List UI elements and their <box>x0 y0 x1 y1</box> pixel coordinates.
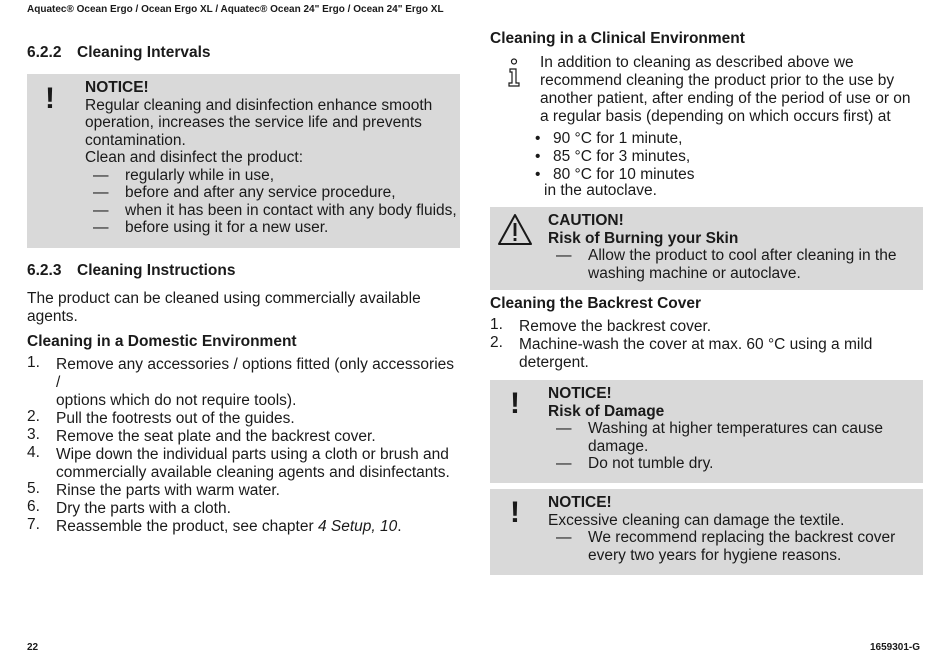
domestic-steps-list <box>27 356 457 536</box>
temperature-bullet-list <box>535 130 925 184</box>
list-item <box>556 529 916 564</box>
step-number: 1. <box>27 354 40 371</box>
intro-line: agents. <box>27 308 78 325</box>
step-text: Reassemble the product, see chapter <box>56 518 318 535</box>
notice-content <box>548 494 916 564</box>
exclamation-icon: ! <box>510 387 520 420</box>
list-item <box>556 247 916 282</box>
step-number: 2. <box>27 408 40 425</box>
exclamation-icon: ! <box>45 82 55 115</box>
notice-content <box>548 385 916 473</box>
step-line: Dry the parts with a cloth. <box>56 500 231 517</box>
domestic-heading: Cleaning in a Domestic Environment <box>27 333 297 350</box>
notice-dash-list <box>556 529 916 564</box>
notice-box-textile <box>490 489 923 575</box>
step-line: commercially available cleaning agents and disinfectants. <box>56 464 450 481</box>
step-number: 3. <box>27 426 40 443</box>
clinical-tail: in the autoclave. <box>544 182 657 199</box>
section-number: 6.2.3 <box>27 262 62 279</box>
caution-box <box>490 207 923 290</box>
step-number: 5. <box>27 480 40 497</box>
notice-line: contamination. <box>85 131 186 149</box>
list-item: • 90 °C for 1 minute, <box>535 130 925 148</box>
step-line: Remove any accessories / options fitted (only accessories / <box>56 356 455 391</box>
caution-content <box>548 212 916 282</box>
caution-subtitle: Risk of Burning your Skin <box>548 229 739 247</box>
section-title: Cleaning Intervals <box>77 44 211 61</box>
caution-dash-list <box>556 247 916 282</box>
warning-triangle-icon <box>497 213 533 246</box>
step-line: Rinse the parts with warm water. <box>56 482 280 499</box>
step-text-end: . <box>397 518 402 535</box>
step-number: 7. <box>27 516 40 533</box>
list-item <box>556 420 916 455</box>
step-line: Remove the backrest cover. <box>519 318 712 335</box>
notice-line: Regular cleaning and disinfection enhance smooth <box>85 96 433 114</box>
step-line: Pull the footrests out of the guides. <box>56 410 295 427</box>
intro-line: The product can be cleaned using commercially available <box>27 290 421 307</box>
list-item <box>556 455 916 473</box>
list-item <box>490 336 920 372</box>
step-line <box>56 518 457 536</box>
step-number: 2. <box>490 334 503 351</box>
list-item <box>27 356 457 410</box>
clinical-line: a regular basis (depending on which occurs first) at <box>540 108 891 125</box>
chapter-reference-link[interactable]: 4 Setup, 10 <box>317 518 398 535</box>
step-number: 1. <box>490 316 503 333</box>
clinical-line: another patient, after ending of the period of use or on <box>540 90 911 107</box>
list-item: — when it has been in contact with any body fluids, <box>93 202 457 220</box>
item-line: — Washing at higher temperatures can cause <box>588 420 883 437</box>
page-number: 22 <box>27 642 39 653</box>
notice-box-risk-of-damage <box>490 380 923 483</box>
clinical-line: recommend cleaning the product prior to the use by <box>540 72 895 89</box>
info-icon <box>505 58 523 88</box>
caution-title: CAUTION! <box>548 212 624 229</box>
list-item <box>27 482 457 500</box>
step-line: Machine-wash the cover at max. 60 °C using a mild <box>519 336 873 353</box>
list-item <box>27 446 457 482</box>
notice-line: operation, increases the service life and prevents <box>85 114 422 131</box>
notice-title: NOTICE! <box>548 494 612 511</box>
notice-title: NOTICE! <box>548 385 612 402</box>
list-item: — regularly while in use, <box>93 167 457 185</box>
list-item: • 85 °C for 3 minutes, <box>535 148 925 166</box>
step-line: Remove the seat plate and the backrest cover. <box>56 428 376 445</box>
item-line: — We recommend replacing the backrest cover <box>588 529 896 546</box>
list-item: — before and after any service procedure, <box>93 184 457 202</box>
section-number: 6.2.2 <box>27 44 62 61</box>
list-item <box>27 518 457 536</box>
section-heading-cleaning-intervals <box>27 43 211 63</box>
section-heading-cleaning-instructions <box>27 261 235 281</box>
step-line: detergent. <box>519 354 589 371</box>
step-line: Wipe down the individual parts using a cloth or brush and <box>56 446 449 463</box>
exclamation-icon: ! <box>510 496 520 529</box>
notice-subtitle: Risk of Damage <box>548 402 665 420</box>
backrest-heading: Cleaning the Backrest Cover <box>490 295 702 312</box>
notice-box-cleaning-intervals <box>27 74 460 248</box>
clinical-text <box>540 54 930 126</box>
list-item <box>27 428 457 446</box>
item-line: — Allow the product to cool after cleaning in the <box>588 247 897 264</box>
list-item <box>490 318 920 336</box>
item-line: — Do not tumble dry. <box>588 455 714 472</box>
list-item: — before using it for a new user. <box>93 219 457 237</box>
document-id: 1659301-G <box>869 642 920 653</box>
clinical-line: In addition to cleaning as described above we <box>540 54 854 71</box>
step-number: 6. <box>27 498 40 515</box>
list-item: • 80 °C for 10 minutes <box>535 166 925 184</box>
notice-content <box>85 79 457 237</box>
step-number: 4. <box>27 444 40 461</box>
item-line: washing machine or autoclave. <box>588 264 801 282</box>
section-title: Cleaning Instructions <box>77 262 236 279</box>
item-line: damage. <box>588 437 649 455</box>
notice-title: NOTICE! <box>85 79 149 96</box>
notice-dash-list <box>556 420 916 473</box>
notice-line: Clean and disinfect the product: <box>85 149 303 166</box>
list-item <box>27 410 457 428</box>
notice-line: Excessive cleaning can damage the textile. <box>548 511 845 529</box>
notice-dash-list <box>93 167 457 237</box>
list-item <box>27 500 457 518</box>
item-line: every two years for hygiene reasons. <box>588 546 842 564</box>
step-line: options which do not require tools). <box>56 392 297 409</box>
backrest-steps-list <box>490 318 920 372</box>
instructions-intro <box>27 290 457 326</box>
page-header: Aquatec® Ocean Ergo / Ocean Ergo XL / Aquatec® Ocean 24" Ergo / Ocean 24" Ergo XL <box>27 4 444 15</box>
clinical-heading: Cleaning in a Clinical Environment <box>490 30 745 47</box>
